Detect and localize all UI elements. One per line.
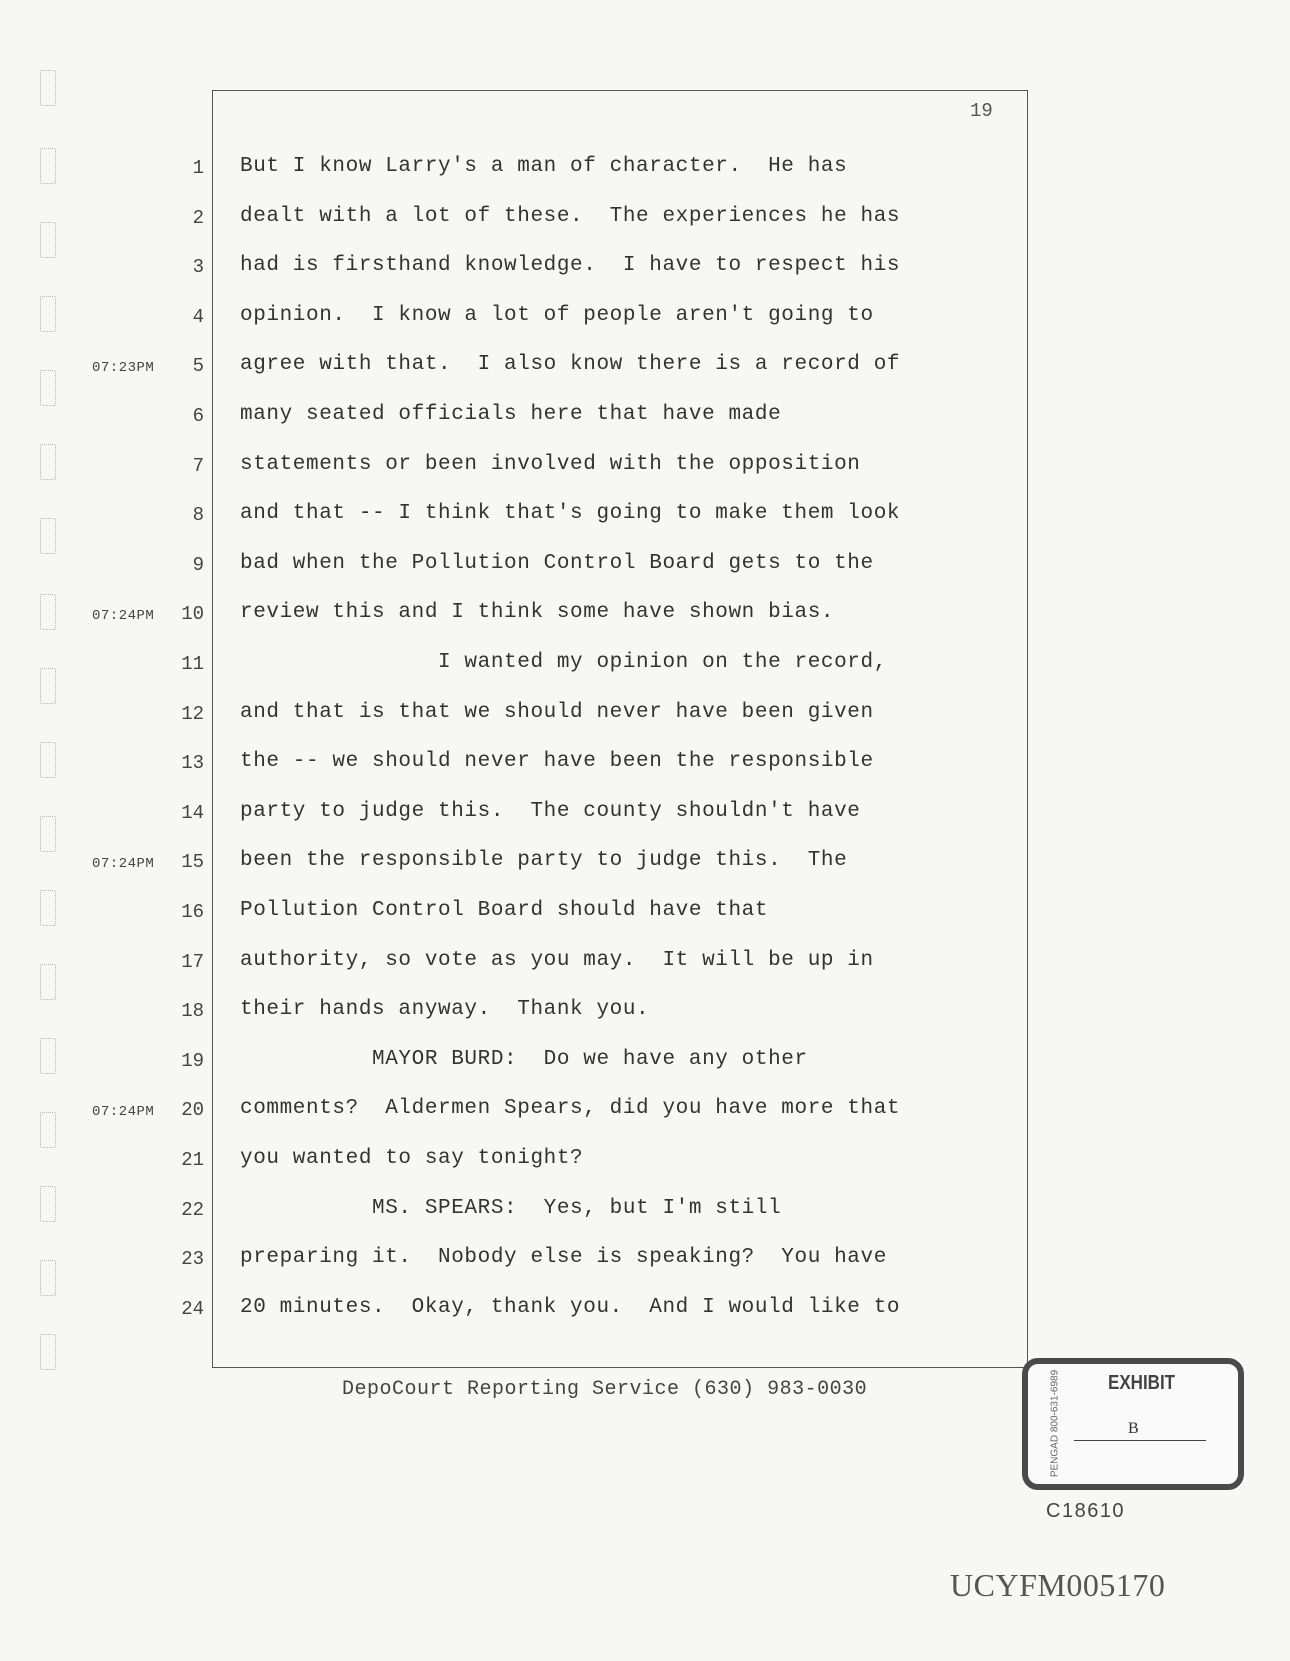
transcript-line: [0, 1097, 1000, 1127]
transcript-line: [0, 502, 1000, 532]
line-text: MS. SPEARS: Yes, but I'm still: [240, 1196, 782, 1220]
transcript-line: [0, 1296, 1000, 1326]
line-text: 20 minutes. Okay, thank you. And I would like to: [240, 1295, 901, 1319]
line-number: 22: [181, 1198, 204, 1221]
line-number: 11: [181, 653, 204, 675]
transcript-line: [0, 651, 1000, 681]
transcript-line: [0, 1147, 1000, 1177]
transcript-line: [0, 155, 1000, 185]
line-text: preparing it. Nobody else is speaking? You have: [240, 1246, 887, 1270]
exhibit-title: EXHIBIT: [1108, 1372, 1176, 1394]
transcript-line: [0, 205, 1000, 235]
line-number: 3: [192, 256, 204, 279]
line-number: 1: [192, 157, 204, 179]
line-text: I wanted my opinion on the record,: [240, 651, 887, 674]
line-number: 18: [181, 1000, 204, 1023]
line-text: been the responsible party to judge this. The: [240, 849, 848, 873]
line-text: you wanted to say tonight?: [240, 1147, 584, 1170]
line-number: 14: [181, 801, 204, 824]
line-number: 10: [181, 603, 204, 626]
exhibit-underline: [1074, 1440, 1206, 1441]
transcript-line: [0, 304, 1000, 334]
line-text: had is firsthand knowledge. I have to respect his: [240, 254, 901, 278]
line-text: review this and I think some have shown bias.: [240, 601, 835, 625]
line-number: 13: [181, 752, 204, 775]
exhibit-letter: B: [1128, 1420, 1139, 1437]
page-id-stamp: C18610: [1046, 1500, 1126, 1522]
transcript-line: [0, 800, 1000, 830]
line-number: 12: [181, 702, 204, 725]
line-number: 8: [192, 504, 204, 527]
line-text: opinion. I know a lot of people aren't going to: [240, 303, 874, 327]
transcript-line: [0, 750, 1000, 780]
line-number: 20: [181, 1099, 204, 1122]
line-number: 2: [192, 206, 204, 229]
transcript-line: [0, 552, 1000, 582]
reporting-service-footer: DepoCourt Reporting Service (630) 983-0030: [342, 1378, 868, 1401]
line-number: 5: [192, 355, 204, 378]
line-text: comments? Aldermen Spears, did you have more that: [240, 1097, 901, 1121]
line-text: and that -- I think that's going to make them look: [240, 502, 901, 526]
line-number: 9: [192, 553, 204, 576]
transcript-line: [0, 1246, 1000, 1276]
transcript-line: [0, 701, 1000, 731]
exhibit-vendor-label: PENGAD 800-631-6989: [1049, 1369, 1061, 1478]
line-text: authority, so vote as you may. It will be up in: [240, 948, 874, 972]
line-timestamp: 07:23PM: [92, 360, 155, 377]
line-number: 16: [181, 901, 204, 923]
line-number: 17: [181, 950, 204, 973]
line-text: and that is that we should never have been given: [240, 700, 874, 724]
line-number: 4: [192, 305, 204, 328]
line-text: But I know Larry's a man of character. He has: [240, 155, 848, 178]
line-timestamp: 07:24PM: [92, 856, 155, 873]
exhibit-sticker: [1022, 1358, 1244, 1490]
transcript-line: [0, 453, 1000, 483]
line-text: MAYOR BURD: Do we have any other: [240, 1047, 808, 1071]
line-number: 7: [192, 454, 204, 477]
transcript-line: [0, 998, 1000, 1028]
binder-hole: [40, 1334, 56, 1370]
transcript-line: [0, 254, 1000, 284]
line-number: 19: [181, 1049, 204, 1072]
line-text: the -- we should never have been the responsible: [240, 750, 874, 774]
line-text: party to judge this. The county shouldn't have: [240, 799, 861, 823]
line-text: Pollution Control Board should have that: [240, 899, 769, 922]
line-text: bad when the Pollution Control Board gets to the: [240, 551, 874, 575]
line-number: 6: [192, 405, 204, 427]
line-text: agree with that. I also know there is a record of: [240, 353, 901, 377]
line-timestamp: 07:24PM: [92, 1104, 155, 1121]
transcript-line: [0, 899, 1000, 929]
transcript-line: [0, 1048, 1000, 1078]
page-number: 19: [970, 100, 993, 122]
line-timestamp: 07:24PM: [92, 608, 155, 625]
line-text: their hands anyway. Thank you.: [240, 998, 650, 1022]
transcript-line: [0, 849, 1000, 879]
line-text: dealt with a lot of these. The experiences he has: [240, 204, 901, 228]
transcript-line: [0, 403, 1000, 433]
transcript-line: [0, 949, 1000, 979]
line-number: 24: [181, 1297, 204, 1320]
transcript-line: [0, 1197, 1000, 1227]
binder-hole: [40, 70, 56, 106]
transcript-line: [0, 601, 1000, 631]
line-text: many seated officials here that have made: [240, 403, 782, 426]
transcript-line: [0, 353, 1000, 383]
line-number: 23: [181, 1248, 204, 1271]
bates-number: UCYFM005170: [950, 1567, 1166, 1603]
line-text: statements or been involved with the opposition: [240, 452, 861, 476]
line-number: 15: [181, 851, 204, 874]
line-number: 21: [181, 1149, 204, 1171]
